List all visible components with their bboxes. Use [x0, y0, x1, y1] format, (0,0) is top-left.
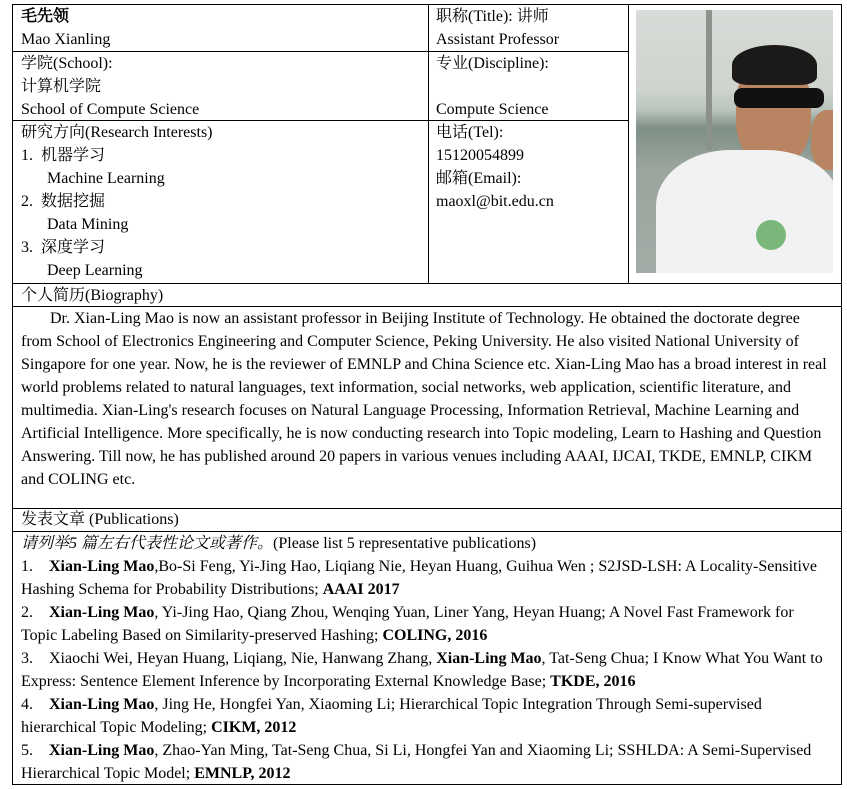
email-label: 邮箱(Email):	[436, 170, 522, 187]
interest-3-en: Deep Learning	[47, 262, 143, 279]
name-cn: 毛先领	[21, 8, 70, 25]
publication-item: 1. Xian-Ling Mao,Bo-Si Feng, Yi-Jing Hao, Liqiang Nie, Heyan Huang, Guihua Wen ; S2JSD-LSH: A Locality-Sensitive Hashing Schema for Probability Distributions; AAAI 2017	[21, 558, 817, 598]
interest-2-en: Data Mining	[47, 216, 129, 233]
interest-1-cn: 1. 机器学习	[21, 147, 106, 164]
publication-item: 5. Xian-Ling Mao, Zhao-Yan Ming, Tat-Seng Chua, Si Li, Hongfei Yan and Xiaoming Li; SSHLDA: A Semi-Supervised Hierarchical Topic Model; EMNLP, 2012	[21, 742, 812, 782]
tel-label: 电话(Tel):	[436, 124, 504, 141]
divider	[428, 4, 429, 283]
tel-value: 15120054899	[436, 147, 524, 164]
publication-item: 2. Xian-Ling Mao, Yi-Jing Hao, Qiang Zhou, Wenqing Yuan, Liner Yang, Heyan Huang; A Novel Fast Framework for Topic Labeling Based on Similarity-preserved Hashing; COLING, 2016	[21, 604, 794, 644]
publications-instruction: 请列举5 篇左右代表性论文或著作。(Please list 5 representative publications)	[21, 535, 537, 552]
school-cn: 计算机学院	[21, 78, 102, 95]
publication-item: 3. Xiaochi Wei, Heyan Huang, Liqiang, Nie, Hanwang Zhang, Xian-Ling Mao, Tat-Seng Chua; I Know What You Want to Express: Sentence Element Inference by Incorporating External Knowledge Base; TKDE, 2016	[21, 650, 823, 690]
profile-photo	[636, 10, 833, 273]
interest-2-cn: 2. 数据挖掘	[21, 193, 106, 210]
name-en: Mao Xianling	[21, 31, 111, 48]
school-en: School of Compute Science	[21, 101, 200, 118]
email-value[interactable]: maoxl@bit.edu.cn	[436, 193, 554, 210]
biography-label: 个人简历(Biography)	[21, 287, 164, 304]
title-value: Assistant Professor	[436, 31, 560, 48]
interest-3-cn: 3. 深度学习	[21, 239, 106, 256]
publications-label: 发表文章 (Publications)	[21, 511, 179, 528]
publications-list	[21, 532, 833, 785]
title-label: 职称(Title): 讲师	[436, 8, 549, 25]
biography-text: Dr. Xian-Ling Mao is now an assistant professor in Beijing Institute of Technology. He obtained the doctorate degree from School of Electronics Engineering and Computer Science, Peking University. He also visited National University of Singapore for one year. Now, he is the reviewer of EMNLP and China Science etc. Xian-Ling Mao has a broad interest in real world problems related to natural languages, text information, social networks, web application, scientific literature, and multimedia. Xian-Ling's research focuses on Natural Language Processing, Information Retrieval, Machine Learning and Artificial Intelligence. More specifically, he is now conducting research into Topic modeling, Learn to Hashing and Question Answering. Till now, he has published around 20 papers in various venues including AAAI, IJCAI, TKDE, EMNLP, CIKM and COLING etc.	[21, 310, 827, 488]
school-label: 学院(School):	[21, 55, 113, 72]
research-label: 研究方向(Research Interests)	[21, 124, 213, 141]
divider	[628, 4, 629, 283]
interest-1-en: Machine Learning	[47, 170, 165, 187]
publication-item: 4. Xian-Ling Mao, Jing He, Hongfei Yan, Xiaoming Li; Hierarchical Topic Integration Through Semi-supervised hierarchical Topic Modeling; CIKM, 2012	[21, 696, 762, 736]
discipline-label: 专业(Discipline):	[436, 55, 549, 72]
discipline-value: Compute Science	[436, 101, 549, 118]
